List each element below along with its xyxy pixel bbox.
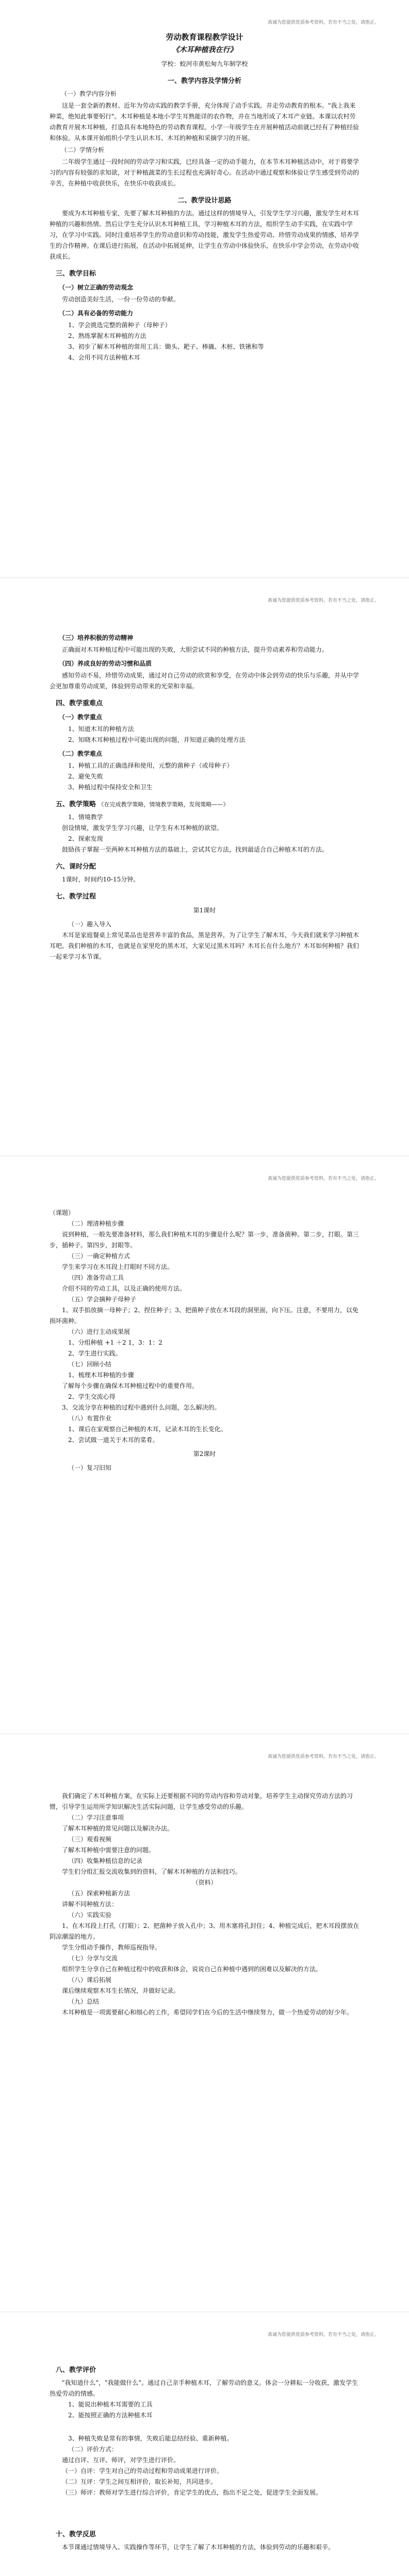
section-heading-note: 《在完成教学策略，情境教学策略，发现策略——》 [98, 801, 229, 808]
paragraph: （课题） [50, 1209, 75, 1216]
step-heading: （四）准备劳动工具 [68, 1274, 124, 1281]
page-5 [0, 2312, 409, 2576]
paragraph: 劳动创造美好生活，一份一份劳动的奉献。 [62, 296, 180, 303]
step-heading: （八）布置作业 [68, 1415, 112, 1422]
list-item: 2、能按照正确的方法种植木耳 [68, 2412, 153, 2419]
list-item: 2、熟练掌握木耳种植的方法 [68, 332, 146, 340]
subsection-heading: （四）养成良好的劳动习惯和品质 [59, 660, 152, 667]
section-heading: 二、教学设计思路 [177, 197, 232, 205]
paragraph: 了解木耳种植的常见问题以及解决办法。 [62, 1825, 174, 1832]
paragraph: 鼓励孩子掌握一至两种木耳种植方法的基础上，尝试其它方法，找到最适合自己种植木耳的方法。 [62, 846, 329, 853]
list-item: 3、种植过程中保持安全和卫生 [68, 784, 153, 791]
section-heading-text: 五、教学策略 [56, 801, 96, 808]
doc-title: 劳动教育课程教学设计 [166, 32, 243, 42]
paragraph: 了解木耳种植中需要注意的问题。 [62, 1846, 155, 1854]
doc-school: 学校：蛟河市黄松甸九年制学校 [161, 60, 248, 67]
paragraph: 学生们分组汇报交流收集到的资料，了解木耳种植的方法和技巧。 [62, 1868, 242, 1875]
page-5-content [50, 2359, 359, 2553]
page-watermark: 真诚为您提供优质参考资料，若有不当之处，请指正。 [267, 1176, 379, 1181]
step-heading: （七）分享与交流 [68, 1955, 118, 1962]
page-gap [50, 2498, 359, 2523]
paragraph: 二年级学生通过一段时间的劳动学习和实践，已经具备一定的动手能力，在本节木耳种植活动中，对于将要学习的内容有较强的求知欲，对于种植蔬菜的生长过程也充满好奇心。在活动中通过观察和体验让学生感受到劳动的辛苦，在种植中收获快乐，在快乐中收获成长。 [50, 158, 359, 187]
paragraph: 学生分组动手操作，教师巡视指导。 [62, 1944, 161, 1951]
paragraph: 这是一套全新的教材。近年为劳动实践的教学手册，充分体现了动手实践。并走劳动教育的根本。"我上我来种菜，绝知此事要躬行"。木耳种植是本地小学生耳熟能详的农作物，并在当地形成了木耳产业链。本课以农村劳动教育开展木耳种植，打造具有本地特色的劳动教育课程。小学一年级学生在开展种植活动前就已经有了种植经验和体验。从本课开始组织小学生认识木耳、木耳的种植和采摘学习的开展。 [50, 102, 359, 142]
list-item: 1、课后在家观察自己种植的木耳，记录木耳的生长变化。 [68, 1426, 227, 1433]
section-heading: 六、课时分配 [56, 863, 96, 871]
list-item: （二）评价方式： [68, 2446, 118, 2453]
section-heading: 一、教学内容及学情分析 [167, 77, 241, 85]
list-item: 2、探索发现 [68, 835, 103, 842]
paragraph: 3、交流分享在种植的过程中遇到什么问题，怎么解决的。 [62, 1404, 221, 1411]
doc-subtitle: 《木耳种植我在行》 [172, 46, 237, 54]
step-heading: （六）进行主动成果展 [68, 1328, 130, 1335]
step-heading: （一）趣入导入 [68, 921, 112, 928]
page-1 [0, 0, 409, 578]
paragraph: 了解每个步骤在确保木耳种植过程中的重要作用。 [62, 1382, 199, 1389]
section-heading: 三、教学目标 [56, 270, 96, 278]
paragraph: 讲解不同种植方法： [62, 1901, 118, 1908]
section-heading: 七、教学过程 [56, 893, 96, 901]
list-item: 1、知道木耳的种植方法 [68, 725, 134, 733]
paragraph: 正确面对木耳种植过程中可能出现的失败，大胆尝试不同的种植方法，提升劳动素养和劳动能力。 [62, 646, 329, 653]
paragraph: 1课时，时间约10-15分钟。 [62, 876, 140, 883]
list-item: 1、情境教学 [68, 814, 103, 821]
paragraph: 要成为木耳种植专家，先要了解木耳种植的方法。通过这样的情境导入，引发学生学习兴趣，激发学生对木耳种植的兴趣和热情。然后让学生充分认识木耳种植工具，学习种植木耳的方法，组织学生动手实践，在实践中学习，在学习中实践。同时注重培养学生的劳动意识和劳动技能，激发学生热爱劳动、珍惜劳动成果的情感，培养学生的合作精神。在课后进行拓展，在活动中拓展延伸，让学生在劳动中体验快乐，在快乐中学会劳动，在劳动中收获成长。 [50, 210, 359, 260]
step-heading: （五）探索种植新方法 [68, 1890, 130, 1897]
paragraph: 介绍不同的劳动工具，以及正确的使用方法。 [62, 1285, 186, 1292]
step-heading: （三）观看视频 [68, 1836, 112, 1843]
lesson-label: 第2课时 [193, 1450, 216, 1458]
page-watermark: 真诚为您提供优质参考资料，若有不当之处，请指正。 [267, 2332, 379, 2337]
list-item: 2、学生交流心得 [68, 1393, 116, 1400]
section-heading: 十、教学反思 [56, 2531, 96, 2538]
list-item: 1、学会挑选完整的菌种子（母种子） [68, 321, 171, 329]
step-heading: （二）学习注意事项 [68, 1814, 124, 1821]
page-watermark: 真诚为您提供优质参考资料，若有不当之处，请指正。 [267, 598, 379, 603]
list-item: 2、学生进行实践。 [68, 1350, 122, 1357]
section-heading: 四、教学重难点 [56, 700, 103, 707]
page-4 [0, 1734, 409, 2312]
list-item: 2、避免失败 [68, 773, 103, 780]
page-3 [0, 1156, 409, 1734]
paragraph: 感知劳动不易，珍惜劳动成果，通过对自己劳动的欣赏和享受，在劳动中体会到劳动的快乐与乐趣，并从中学会更加尊重劳动成果，体验到劳动带来的光荣和幸福。 [50, 672, 359, 690]
lesson-label: 第1课时 [193, 907, 216, 914]
list-item: 3、初步了解木耳种植的常用工具：锄头、耙子、棒撬、木桩、铁锹和等 [68, 343, 264, 350]
list-item: 3、种植失败是常有的事情，失败后能总结经验、重新种植。 [68, 2435, 233, 2442]
step-heading: （三）一确定种植方式 [68, 1252, 130, 1260]
list-item: 1、能说出种植木耳需要的工具 [68, 2401, 153, 2408]
list-item: 1、种植工具的正确选择和使用，元整的菌种子（或母种子） [68, 762, 233, 769]
list-item: 1、分组种植 +1 ＋2 1，3：1：2 [68, 1339, 162, 1346]
step-heading: （一）复习旧知 [68, 1464, 112, 1471]
page-1-content [50, 32, 359, 363]
paragraph: 我们确定了木耳种植方案，在实际上还要根据不同的劳动内容和劳动对象，培养学生主动探究劳动方法的习惯，引导学生运用所学知识解决生活实际问题，让学生感受劳动的乐趣。 [50, 1792, 353, 1810]
list-item: 2、尝试做一道关于木耳的菜肴。 [68, 1436, 159, 1444]
paragraph: （三）师评：教师对学生进行综合评价，肯定学生的优点，指出不足之处，促进学生全面发展。 [62, 2489, 322, 2496]
subsection-heading: （三）培养积极的劳动精神 [59, 634, 134, 641]
step-heading: （六）实践实验 [68, 1911, 112, 1919]
section-heading [56, 799, 359, 810]
list-item: 2、知晓木耳种植过程中可能出现的问题，并知道正确的处理方法 [68, 736, 246, 743]
paragraph: "我知道什么"，"我能做什么"。通过自己亲手种植木耳，了解劳动的意义。体会一分耕耘一分收获，激发学生热爱劳动的情感。 [50, 2379, 358, 2397]
paragraph: 木耳是家庭餐桌上常见菜品也是营养丰富的食品，黑是营养，为了让学生了解木耳，今天我们就来学习种植木耳吧。我们种植的木耳，也就是在家里吃的黑木耳，大家见过黑木耳吗？木耳长在什么地方？木耳如何种植？我们一起来学习本节课。 [50, 931, 359, 960]
list-item: 4、会用不同方法种植木耳 [68, 354, 140, 361]
subsection-heading: （二）具有必备的劳动能力 [59, 310, 134, 317]
paragraph: 通过自评、互评、师评，对学生进行评价。 [62, 2456, 180, 2464]
paragraph: 课后继续观察木耳生长情况，并做好记录。 [62, 1987, 180, 1994]
paragraph: 说到种植，一般先要准备材料，那么我们种植木耳的步骤是什么呢？第一步，准备菌种。第二步，打眼。第三步，插种子。第四步，封眼等。 [50, 1231, 359, 1249]
page-2 [0, 578, 409, 1156]
step-heading: （九）总结 [68, 1998, 100, 2005]
subsection-heading: （一）树立正确的劳动观念 [59, 284, 134, 291]
paragraph: 组织学生分享自己在种植过程中的收获和体会，说说自己在种植中遇到的困难以及解决的方法。 [62, 1965, 322, 1973]
page-gap [50, 2421, 359, 2433]
paragraph: 创设情境，激发学生学习兴趣，让学生有木耳种植的欲望。 [62, 824, 223, 832]
paragraph: 学生来学习在木耳段上打眼时不同方法。 [62, 1263, 174, 1270]
subsection-heading: （二）教学难点 [59, 750, 103, 757]
subsection-heading: （一）教学重点 [59, 714, 103, 721]
page-2-content [50, 630, 359, 962]
page-watermark: 真诚为您提供优质参考资料，若有不当之处，请指正。 [267, 1754, 379, 1759]
list-item: 1、梳理木耳种植的步骤 [68, 1371, 134, 1379]
paragraph: 1、双手掐放摘一母种子；2、捏住种子；3、把菌种子放在木耳段的洞里面，向下压。注意，不要用力，以免损坏菌种。 [50, 1307, 358, 1325]
step-heading: （二）理清种植步骤 [68, 1220, 124, 1227]
paragraph: 本节课通过情境导入、实践操作等环节，让学生了解了木耳种植的方法，体验到劳动的乐趣和艰辛。 [62, 2544, 335, 2551]
step-heading: （七）回顾小结 [68, 1361, 112, 1368]
paragraph: （一）自评：学生对自己的劳动过程和劳动成果进行评价。 [62, 2467, 223, 2475]
page-3-content [50, 1208, 359, 1473]
paragraph: 木耳种植是一项需要耐心和细心的工作，希望同学们在今后的生活中继续努力，做一个热爱劳动的好少年。 [62, 2009, 353, 2016]
subsection-heading: （二）学情分析 [61, 146, 105, 154]
step-heading: （五）学会摘种子母种子 [68, 1296, 137, 1303]
step-heading: （八）课后拓展 [68, 1976, 112, 1984]
page-watermark: 真诚为您提供优质参考资料，若有不当之处，请指正。 [267, 20, 379, 25]
step-heading: （四）收集种植信息的记录 [68, 1857, 143, 1865]
paragraph: （二）互评：学生之间互相评价，取长补短，共同进步。 [62, 2478, 217, 2485]
paragraph: 1、在木耳段上打孔（打眼）；2、把菌种子放入孔中；3、用木塞将孔封住；4、种植完成后，把木耳段摆放在阴凉潮湿的地方。 [50, 1922, 359, 1940]
section-heading: 八、教学评价 [56, 2366, 96, 2374]
subsection-heading: （一）教学内容分析 [61, 90, 117, 97]
paragraph-note: （资料） [192, 1879, 217, 1886]
page-4-content [50, 1791, 359, 2018]
